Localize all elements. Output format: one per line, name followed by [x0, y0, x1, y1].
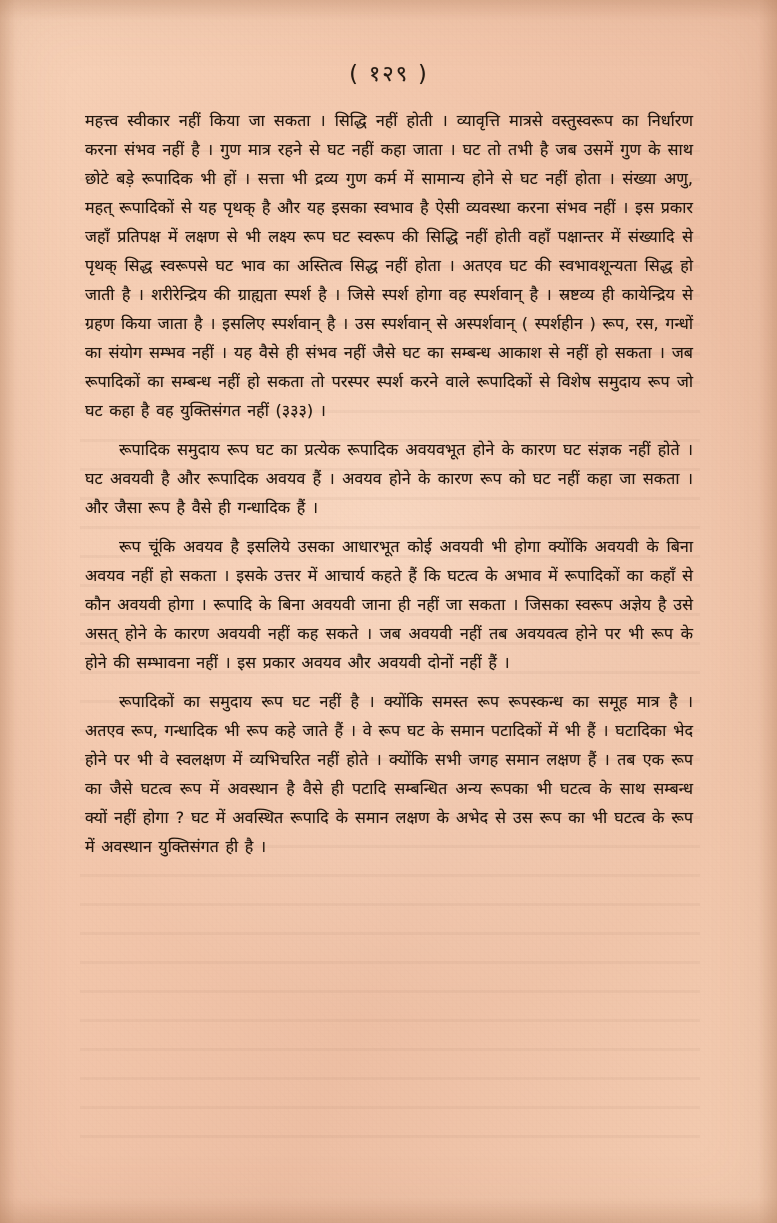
page-edge-right	[759, 0, 777, 1223]
page-number: ( १२९ )	[349, 62, 429, 87]
body-text-block	[85, 106, 693, 861]
paragraph-1: महत्त्व स्वीकार नहीं किया जा सकता । सिद्धि नहीं होती । व्यावृत्ति मात्रसे वस्तुस्वरूप का निर्धारण करना संभव नहीं है । गुण मात्र रहने से घट नहीं कहा जाता । घट तो तभी है जब उसमें गुण के साथ छोटे बड़े रूपादिक भी हों । सत्ता भी द्रव्य गुण कर्म में सामान्य होने से घट नहीं होता । संख्या अणु, महत् रूपादिकों से यह पृथक् है और यह इसका स्वभाव है ऐसी व्यवस्था करना संभव नहीं । इस प्रकार जहाँ प्रतिपक्ष में लक्षण से भी लक्ष्य रूप घट स्वरूप की सिद्धि नहीं होती वहाँ पक्षान्तर में संख्यादि से पृथक् सिद्ध स्वरूपसे घट भाव का अस्तित्व सिद्ध नहीं होता । अतएव घट की स्वभावशून्यता सिद्ध हो जाती है । शरीरेन्द्रिय की ग्राह्यता स्पर्श है । जिसे स्पर्श होगा वह स्पर्शवान् है । स्रष्टव्य ही कायेन्द्रिय से ग्रहण किया जाता है । इसलिए स्पर्शवान् है । उस स्पर्शवान् से अस्पर्शवान् ( स्पर्शहीन ) रूप, रस, गन्धों का संयोग सम्भव नहीं । यह वैसे ही संभव नहीं जैसे घट का सम्बन्ध आकाश से नहीं हो सकता । जब रूपादिकों का सम्बन्ध नहीं हो सकता तो परस्पर स्पर्श करने वाले रूपादिकों से विशेष समुदाय रूप जो घट कहा है वह युक्तिसंगत नहीं (३३३) ।	[85, 111, 693, 420]
page-edge-left	[0, 0, 16, 1223]
page-content	[85, 0, 693, 1223]
paragraph-4: रूपादिकों का समुदाय रूप घट नहीं है । क्योंकि समस्त रूप रूपस्कन्ध का समूह मात्र है । अतएव रूप, गन्धादिक भी रूप कहे जाते हैं । वे रूप घट के समान पटादिकों में भी हैं । घटादिका भेद होने पर भी वे स्वलक्षण में व्यभिचरित नहीं होते । क्योंकि सभी जगह समान लक्षण हैं । तब एक रूप का जैसे घटत्व रूप में अवस्थान है वैसे ही पटादि सम्बन्धित अन्य रूपका भी घटत्व के साथ सम्बन्ध क्यों नहीं होगा ? घट में अवस्थित रूपादि के समान लक्षण के अभेद से उस रूप का भी घटत्व के रूप में अवस्थान युक्तिसंगत ही है ।	[85, 692, 693, 856]
paragraph-3: रूप चूंकि अवयव है इसलिये उसका आधारभूत कोई अवयवी भी होगा क्योंकि अवयवी के बिना अवयव नहीं हो सकता । इसके उत्तर में आचार्य कहते हैं कि घटत्व के अभाव में रूपादिकों का कहाँ से कौन अवयवी होगा । रूपादि के बिना अवयवी जाना ही नहीं जा सकता । जिसका स्वरूप अज्ञेय है उसे असत् होने के कारण अवयवी नहीं कह सकते । जब अवयवी नहीं तब अवयवत्व होने पर भी रूप के होने की सम्भावना नहीं । इस प्रकार अवयव और अवयवी दोनों नहीं हैं ।	[85, 537, 693, 672]
paragraph-2: रूपादिक समुदाय रूप घट का प्रत्येक रूपादिक अवयवभूत होने के कारण घट संज्ञक नहीं होते । घट अवयवी है और रूपादिक अवयव हैं । अवयव होने के कारण रूप को घट नहीं कहा जा सकता । और जैसा रूप है वैसे ही गन्धादिक हैं ।	[85, 440, 693, 517]
